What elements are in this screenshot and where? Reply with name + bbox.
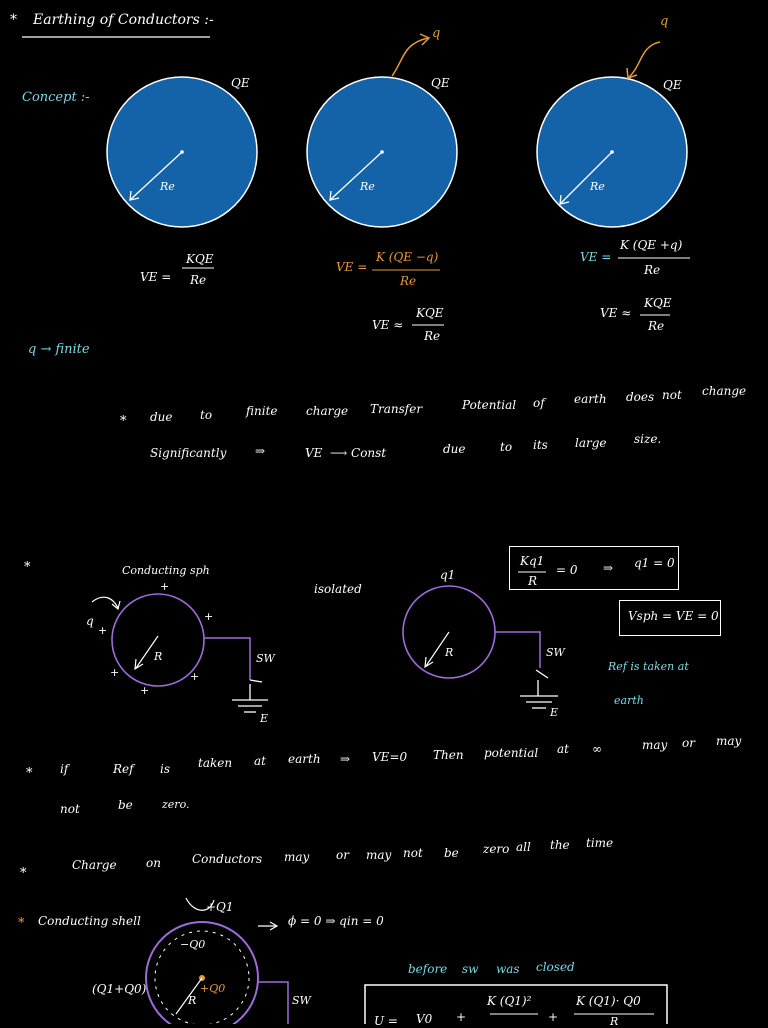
formula-2-den: Re (400, 274, 417, 288)
para3-word: time (586, 836, 614, 850)
para2-word: zero. (162, 798, 190, 811)
para1-word: earth (574, 392, 607, 406)
box1-num: Kq1 (520, 554, 545, 568)
shell-switch-label: SW (292, 994, 311, 1007)
para2-word: at (557, 742, 569, 756)
formula-5-num: KQE (644, 296, 672, 310)
center-dot-3 (610, 150, 614, 154)
energy-num-2: K (Q1)· Q0 (576, 994, 641, 1008)
para1-word: size. (634, 432, 662, 446)
para2-word: ∞ (592, 742, 602, 756)
para1-word: ⟶ Const (330, 446, 387, 460)
sphere-3-radius: Re (590, 180, 605, 193)
sphere-2-radius: Re (360, 180, 375, 193)
sw-label-2: sw (462, 962, 479, 976)
sum-charge-label: (Q1+Q0) (92, 982, 147, 996)
shell-radius-label: R (188, 994, 197, 1007)
center-dot-1 (180, 150, 184, 154)
para2-word: potential (484, 746, 539, 760)
energy-v0: V0 (416, 1012, 433, 1026)
para1-word: does (626, 390, 655, 404)
ref-note-1: Ref is taken at (608, 660, 689, 673)
para2-bullet: * (26, 766, 33, 781)
formula-3-den: Re (424, 329, 441, 343)
para1-word: of (533, 396, 545, 410)
para1-word: due (150, 410, 173, 424)
para2-word: ⇒ (340, 752, 351, 766)
para2-word: not (60, 802, 80, 816)
para1-word: finite (246, 404, 278, 418)
closed-label: closed (536, 960, 575, 974)
formula-1-den: Re (190, 273, 207, 287)
para3-word: the (550, 838, 570, 852)
para2-word: Ref (113, 762, 134, 776)
para2-word: is (160, 762, 170, 776)
para2-word: or (682, 736, 695, 750)
energy-den-2: R (610, 1015, 619, 1028)
formula-5-den: Re (648, 319, 665, 333)
para2-word: may (642, 738, 668, 752)
box1-result: q1 = 0 (634, 556, 675, 570)
earth-label-2: E (550, 706, 559, 719)
conducting-shell-label: Conducting shell (38, 914, 141, 928)
plus-q0-label: +Q0 (200, 982, 226, 995)
q1-label: q1 (440, 568, 456, 582)
plus-q1-label: +Q1 (206, 900, 234, 914)
para2-word: Then (433, 748, 464, 762)
was-label: was (496, 962, 520, 976)
charge-q-label: q (86, 614, 94, 628)
sphere-1-radius: Re (160, 180, 175, 193)
para1-word: not (662, 388, 682, 402)
title-bullet: * (10, 12, 17, 28)
switch-wire (204, 638, 250, 680)
formula-4-lhs: VE = (580, 250, 612, 264)
formula-1-num: KQE (186, 252, 214, 266)
para1-word: VE (305, 446, 323, 460)
para1-word: ⇒ (255, 444, 266, 458)
formula-2-num: K (QE −q) (376, 250, 439, 264)
section4-bullet: * (18, 916, 25, 931)
sphere-1-charge: QE (231, 76, 250, 90)
page-title: Earthing of Conductors :- (33, 12, 214, 28)
para3-word: all (516, 840, 531, 854)
sphere-2-transfer: q (432, 26, 441, 41)
ref-note-2: earth (614, 694, 644, 707)
para1-word: due (443, 442, 466, 456)
para3-word: or (336, 848, 349, 862)
charge-in-arrow (628, 42, 660, 78)
formula-1-lhs: VE = (140, 270, 172, 284)
before-label: before (408, 962, 448, 976)
center-dot-2 (380, 150, 384, 154)
sphere-3-transfer: q (660, 14, 669, 29)
para1-word: Transfer (370, 402, 423, 416)
switch-label-2: SW (546, 646, 565, 659)
para2-word: earth (288, 752, 321, 766)
energy-plus-1: + (456, 1010, 467, 1024)
para3-word: Conductors (192, 852, 263, 866)
energy-num-1: K (Q1)² (487, 994, 532, 1008)
conducting-sph-label: Conducting sph (122, 564, 210, 577)
box2-text: Vsph = VE = 0 (628, 609, 719, 623)
para3-word: be (444, 846, 459, 860)
formula-3-lhs: VE ≈ (372, 318, 404, 332)
switch-label: SW (256, 652, 275, 665)
para1-word: Significantly (150, 446, 227, 460)
para1-word: large (575, 436, 607, 450)
formula-5-lhs: VE ≈ (600, 306, 632, 320)
para3-word: on (146, 856, 161, 870)
para1-word: charge (306, 404, 349, 418)
box1-implies: ⇒ (603, 561, 614, 575)
concept-label: Concept :- (22, 90, 90, 105)
isolated-label: isolated (314, 582, 362, 596)
para1-word: to (200, 408, 213, 422)
sphere-2-charge: QE (431, 76, 450, 90)
para2-word: be (118, 798, 133, 812)
para2-word: taken (198, 756, 233, 770)
para3-word: may (366, 848, 392, 862)
radius-r-label: R (154, 650, 163, 663)
minus-q0-label: −Q0 (180, 938, 206, 951)
para2-word: may (716, 734, 742, 748)
para1-bullet: * (120, 414, 127, 429)
para1-word: to (500, 440, 513, 454)
energy-plus-2: + (548, 1010, 559, 1024)
para3-word: not (403, 846, 423, 860)
para3-word: zero (483, 842, 510, 856)
formula-3-num: KQE (416, 306, 444, 320)
para1-word: Potential (462, 398, 517, 412)
formula-4-den: Re (644, 263, 661, 277)
phi-formula: ϕ = 0 ⇒ qin = 0 (288, 914, 384, 928)
finite-note: q → finite (28, 342, 90, 357)
box1-den: R (528, 574, 538, 588)
para2-word: at (254, 754, 266, 768)
para3-word: may (284, 850, 310, 864)
para1-word: change (702, 384, 747, 398)
box1-eq: = 0 (556, 563, 578, 577)
formula-4-num: K (QE +q) (620, 238, 683, 252)
energy-lhs: U = (374, 1014, 398, 1028)
formula-2-lhs: VE = (336, 260, 368, 274)
para3-word: Charge (72, 858, 117, 872)
section2-bullet: * (24, 560, 31, 575)
para2-word: VE=0 (372, 750, 408, 764)
earth-label: E (260, 712, 269, 725)
para1-word: its (533, 438, 548, 452)
para3-bullet: * (20, 866, 27, 881)
sphere-3-charge: QE (663, 78, 682, 92)
para2-word: if (60, 762, 69, 776)
radius-r-label-2: R (445, 646, 454, 659)
